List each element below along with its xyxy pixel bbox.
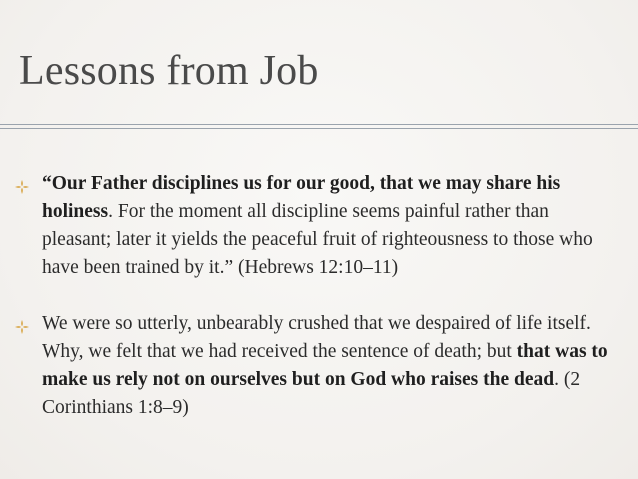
bullet-item (0, 170, 638, 282)
bullet-text (42, 173, 593, 278)
slide-title: Lessons from Job (19, 48, 319, 94)
bullet-text-bold: that was to make us rely not on ourselves but on God who raises the dead (42, 341, 608, 390)
bullet-list (0, 170, 638, 422)
bullet-text-plain: . For the moment all discipline seems painful rather than pleasant; later it yields the peaceful fruit of righteousness to those who have been trained by it.” (Hebrews 12:10–11) (42, 201, 593, 278)
title-divider (0, 124, 638, 130)
cross-bullet-icon (14, 176, 30, 192)
bullet-text-plain: We were so utterly, unbearably crushed that we despaired of life itself. Why, we felt that we had received the sentence of death; but (42, 313, 591, 362)
bullet-text (42, 313, 608, 418)
bullet-item (0, 310, 638, 422)
cross-bullet-icon (14, 316, 30, 332)
bullet-text-bold: “Our Father disciplines us for our good, that we may share his holiness (42, 173, 561, 222)
divider-line-top (0, 124, 638, 125)
bullet-text-plain: . (2 Corinthians 1:8–9) (42, 369, 581, 418)
divider-line-bottom (0, 128, 638, 129)
